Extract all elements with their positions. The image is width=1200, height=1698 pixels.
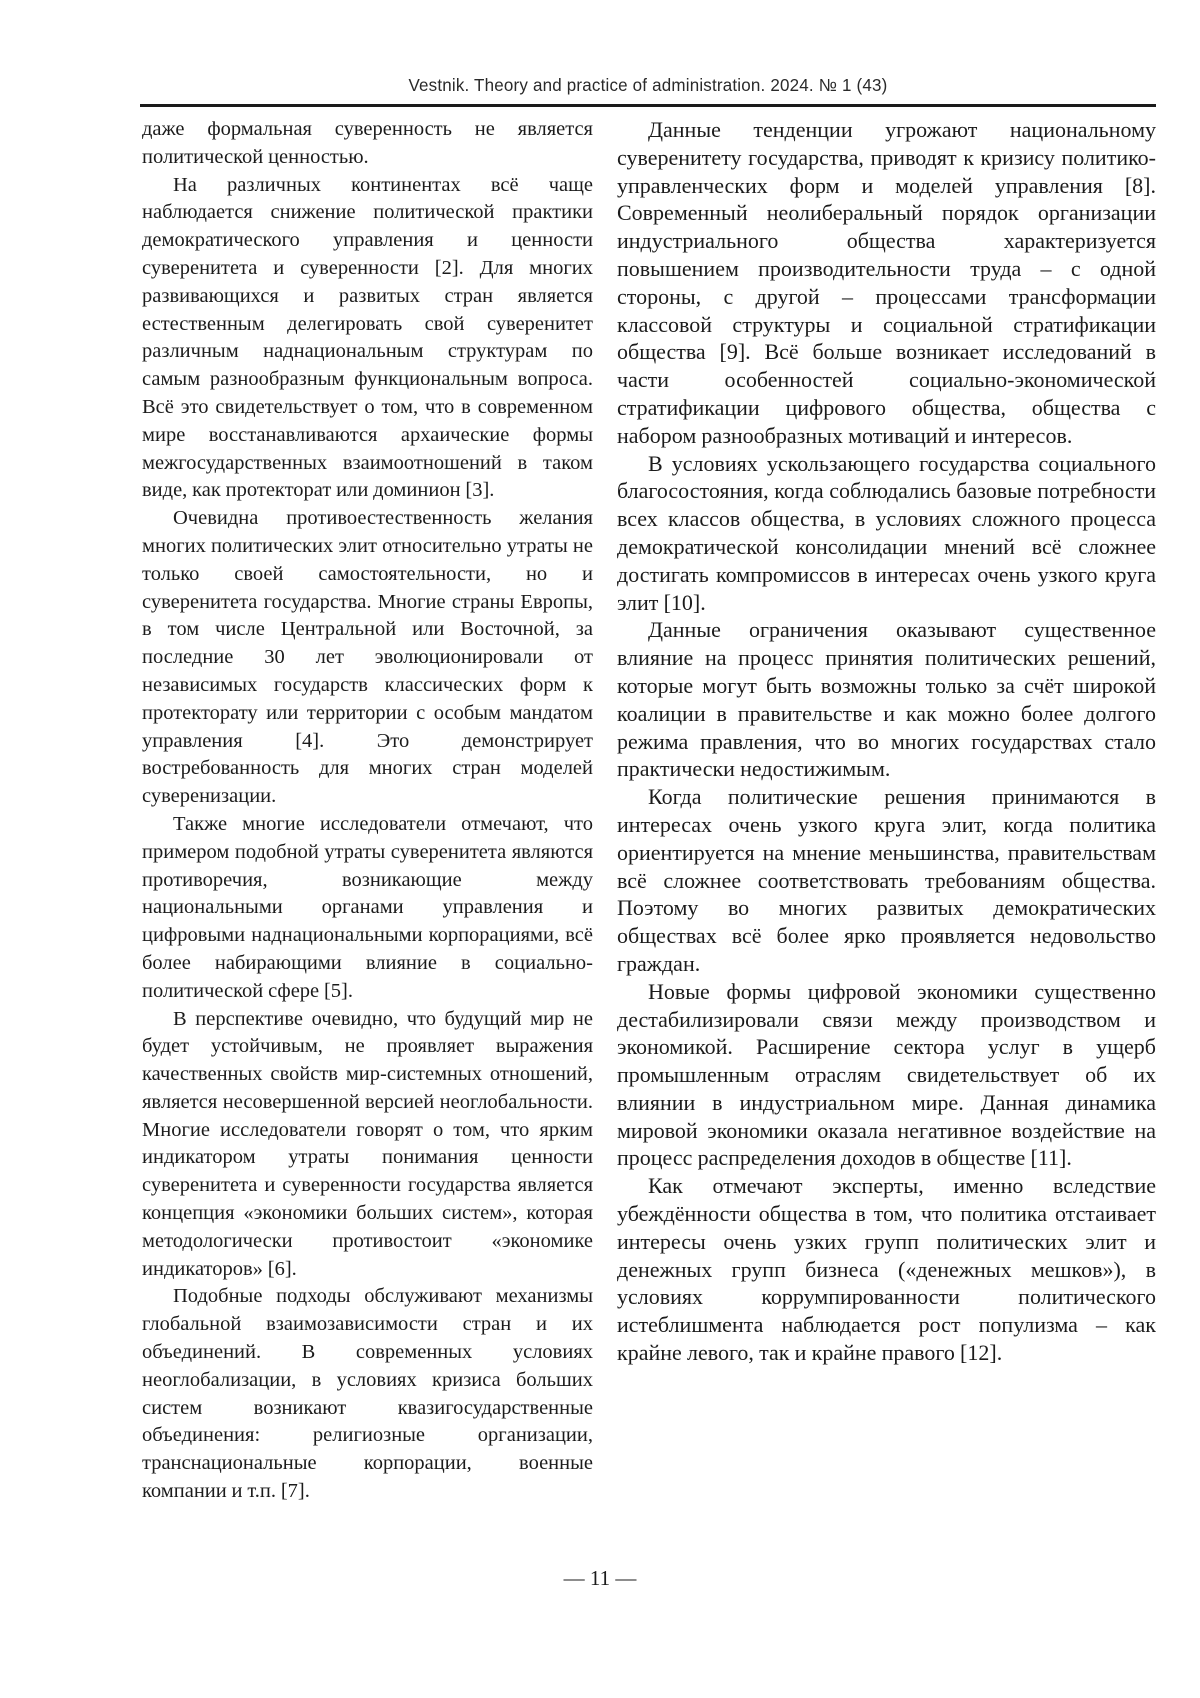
paragraph: Как отмечают эксперты, именно вследствие убеждённости общества в том, что политика отстаивает интересы очень узких групп политических элит и денежных групп бизнеса («денежных мешков»), в условиях коррумпированности политического истеблишмента наблюдается рост популизма – как крайне левого, так и крайне правого [12]. [617, 1173, 1156, 1366]
paragraph: Подобные подходы обслуживают механизмы глобальной взаимозависимости стран и их объединений. В современных условиях неоглобализации, в условиях кризиса больших систем возникают квазигосударственные объединения: религиозные организации, транснациональные корпорации, военные компании и т.п. [7]. [142, 1285, 593, 1503]
paragraph: Новые формы цифровой экономики существенно дестабилизировали связи между производством и экономикой. Расширение сектора услуг в ущерб промышленным отраслям свидетельствует об их влиянии в индустриальном мире. Данная динамика мировой экономики оказала негативное воздействие на процесс распределения доходов в обществе [11]. [617, 978, 1156, 1171]
page-number: — 11 — [563, 1566, 637, 1590]
paragraph: Данные ограничения оказывают существенное влияние на процесс принятия политических решений, которые могут быть возможны только за счёт широкой коалиции в правительстве и как можно более долгого режима правления, что во многих государствах стало практически недостижимым. [617, 617, 1156, 782]
paragraph: Данные тенденции угрожают национальному суверенитету государства, приводят к кризису политико-управленческих форм и моделей управления [8]. Современный неолиберальный порядок организации индустриального общества характеризуется повышением производительности труда – с одной стороны, с другой – процессами трансформации классовой структуры и социальной стратификации общества [9]. Всё больше возникает исследований в части особенностей социально-экономической стратификации цифрового общества, общества с набором разнообразных мотиваций и интересов. [617, 117, 1156, 448]
paragraph: даже формальная суверенность не является политической ценностью. [142, 118, 593, 168]
paragraph: В перспективе очевидно, что будущий мир не будет устойчивым, не проявляет выражения качественных свойств мир-системных отношений, является несовершенной версией неоглобальности. Многие исследователи говорят о том, что ярким индикатором утраты понимания ценности суверенитета и суверенности государства является концепция «экономики больших систем», которая методологически противостоит «экономике индикаторов» [6]. [142, 1007, 593, 1280]
paragraph: Когда политические решения принимаются в интересах очень узкого круга элит, когда политика ориентируется на мнение меньшинства, правительствам всё сложнее соответствовать требованиям общества. Поэтому во многих развитых демократических обществах всё более ярко проявляется недовольство граждан. [617, 784, 1156, 976]
header-rule [140, 104, 1156, 107]
running-title: Vestnik. Theory and practice of administration. 2024. № 1 (43) [408, 75, 888, 95]
page-footer [0, 1566, 1200, 1591]
column-right [617, 116, 1156, 1367]
column-left [142, 116, 593, 1506]
paragraph: Также многие исследователи отмечают, что примером подобной утраты суверенитета являются противоречия, возникающие между национальными органами управления и цифровыми наднациональными корпорациями, всё более набирающими влияние в социально-политической сфере [5]. [142, 812, 593, 1002]
paragraph: В условиях ускользающего государства социального благосостояния, когда соблюдались базовые потребности всех классов общества, в условиях сложного процесса демократической консолидации мнений всё сложнее достигать компромиссов в интересах очень узкого круга элит [10]. [617, 450, 1156, 615]
paragraph: На различных континентах всё чаще наблюдается снижение политической практики демократического управления и ценности суверенитета и суверенности [2]. Для многих развивающихся и развитых стран является естественным делегировать свой суверенитет различным наднациональным структурам по самым разнообразным функциональным вопроса. Всё это свидетельствует о том, что в современном мире восстанавливаются архаические формы межгосударственных взаимоотношений в таком виде, как протекторат или доминион [3]. [142, 173, 593, 502]
article-body [142, 116, 1156, 1506]
paragraph: Очевидна противоестественность желания многих политических элит относительно утраты не только своей самостоятельности, но и суверенитета государства. Многие страны Европы, в том числе Центральной или Восточной, за последние 30 лет эволюционировали от независимых государств классических форм к протекторату или территории с особым мандатом управления [4]. Это демонстрирует востребованность для многих стран моделей суверенизации. [142, 507, 593, 808]
page-header [140, 74, 1156, 107]
